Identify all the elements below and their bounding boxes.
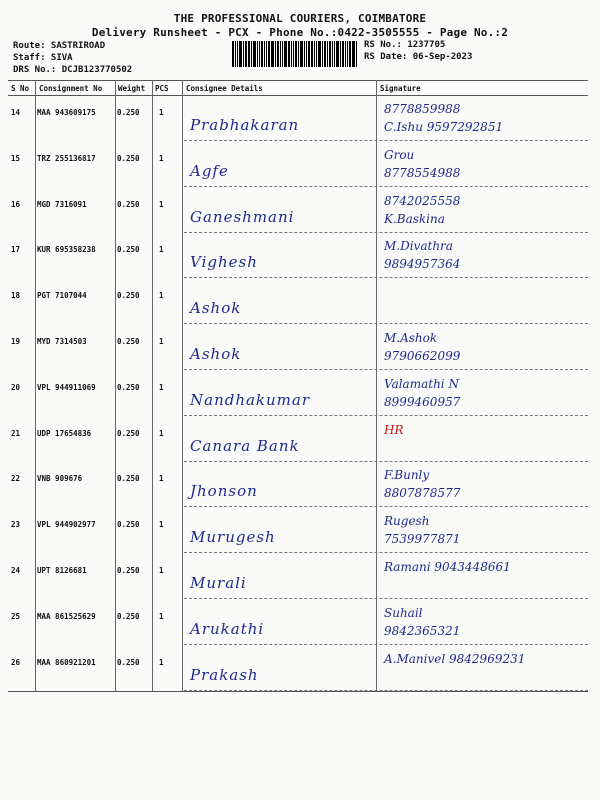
signature-line-2: C.Ishu 9597292851 bbox=[384, 120, 504, 134]
weight-value: 0.250 bbox=[117, 108, 140, 117]
signature-line-1: 8778859988 bbox=[384, 102, 461, 116]
signature-line-1: HR bbox=[384, 422, 404, 437]
row-sno: 22 bbox=[11, 474, 21, 484]
signature-line-1: Rugesh bbox=[384, 514, 430, 529]
column-header-weight: Weight bbox=[118, 84, 146, 93]
consignee-name: Arukathi bbox=[190, 619, 265, 638]
pcs-value: 1 bbox=[159, 108, 164, 117]
table-row bbox=[8, 508, 588, 554]
pcs-value: 1 bbox=[159, 474, 164, 484]
consignee-name: Ganeshmani bbox=[190, 207, 295, 226]
row-sno: 21 bbox=[11, 428, 21, 438]
consignee-name: Canara Bank bbox=[190, 436, 300, 455]
consignment-number: VPL 944902977 bbox=[37, 520, 96, 530]
consignment-number: MAA 860921201 bbox=[37, 657, 96, 667]
consignment-number: MAA 943609175 bbox=[37, 108, 96, 117]
pcs-value: 1 bbox=[159, 199, 164, 209]
weight-value: 0.250 bbox=[117, 520, 140, 530]
column-header-sno: S No bbox=[11, 84, 30, 93]
row-sno: 18 bbox=[11, 291, 21, 301]
weight-value: 0.250 bbox=[117, 382, 140, 392]
pcs-value: 1 bbox=[159, 611, 164, 621]
company-title: THE PROFESSIONAL COURIERS, COIMBATORE bbox=[173, 12, 427, 25]
signature-line-1: M.Divathra bbox=[384, 239, 453, 254]
table-row bbox=[8, 600, 588, 646]
table-row bbox=[8, 646, 588, 692]
weight-value: 0.250 bbox=[117, 474, 140, 484]
table-row bbox=[8, 96, 588, 142]
weight-value: 0.250 bbox=[117, 428, 140, 438]
row-sno: 15 bbox=[11, 153, 21, 163]
pcs-value: 1 bbox=[159, 428, 164, 438]
signature-line-2: 9842365321 bbox=[384, 623, 461, 638]
barcode bbox=[232, 41, 358, 67]
consignment-number: VNB 909676 bbox=[37, 474, 83, 484]
weight-value: 0.250 bbox=[117, 245, 140, 255]
signature-line-2: 7539977871 bbox=[384, 532, 461, 547]
table-row bbox=[8, 554, 588, 600]
signature-line-1: Grou bbox=[384, 147, 415, 162]
weight-value: 0.250 bbox=[117, 199, 140, 209]
staff-label: Staff: SIVA bbox=[13, 53, 73, 63]
drs-number: DRS No.: DCJB123770502 bbox=[13, 65, 133, 75]
consignee-name: Vighesh bbox=[190, 253, 258, 272]
signature-line-1: Valamathi N bbox=[384, 376, 459, 391]
consignee-name: Ashok bbox=[190, 345, 242, 363]
consignment-number: TRZ 255136817 bbox=[37, 153, 96, 163]
signature-line-2: 9894957364 bbox=[384, 257, 461, 272]
consignee-name: Murugesh bbox=[190, 528, 276, 547]
runsheet-subtitle: Delivery Runsheet - PCX - Phone No.:0422-3505555 - Page No.:2 bbox=[91, 26, 509, 39]
consignee-name: Agfe bbox=[190, 161, 229, 180]
row-sno: 23 bbox=[11, 520, 21, 530]
row-sno: 24 bbox=[11, 566, 21, 575]
signature-line-2: 8807878577 bbox=[384, 486, 461, 501]
weight-value: 0.250 bbox=[117, 337, 140, 346]
rs-number: RS No.: 1237705 bbox=[364, 40, 446, 50]
row-sno: 19 bbox=[11, 337, 21, 346]
column-header-pcs: PCS bbox=[155, 84, 169, 93]
signature-line-1: F.Bunly bbox=[384, 468, 430, 483]
row-sno: 14 bbox=[11, 108, 21, 117]
consignee-name: Nandhakumar bbox=[190, 390, 311, 409]
consignment-number: MAA 861525629 bbox=[37, 611, 96, 621]
row-separator bbox=[184, 690, 588, 691]
weight-value: 0.250 bbox=[117, 153, 140, 163]
row-sno: 17 bbox=[11, 245, 21, 255]
column-header-consignee: Consignee Details bbox=[186, 84, 263, 93]
rs-date: RS Date: 06-Sep-2023 bbox=[364, 52, 473, 62]
consignee-name: Jhonson bbox=[190, 482, 258, 501]
table-row bbox=[8, 233, 588, 279]
signature-line-2: 8999460957 bbox=[384, 394, 461, 409]
consignment-number: KUR 695358238 bbox=[37, 245, 96, 255]
row-sno: 26 bbox=[11, 657, 21, 667]
row-sno: 25 bbox=[11, 611, 21, 621]
table-row bbox=[8, 142, 588, 188]
pcs-value: 1 bbox=[159, 245, 164, 255]
consignee-name: Prabhakaran bbox=[190, 116, 300, 134]
signature-line-1: Suhail bbox=[384, 605, 423, 620]
pcs-value: 1 bbox=[159, 153, 164, 163]
pcs-value: 1 bbox=[159, 291, 164, 301]
signature-line-1: Ramani 9043448661 bbox=[384, 560, 511, 574]
consignment-number: MYD 7314503 bbox=[37, 337, 87, 346]
signature-line-1: A.Manivel 9842969231 bbox=[384, 651, 526, 666]
signature-line-2: K.Baskina bbox=[384, 211, 445, 226]
consignment-number: MGD 7316091 bbox=[37, 199, 87, 209]
column-header-signature: Signature bbox=[380, 84, 421, 93]
table-row bbox=[8, 279, 588, 325]
weight-value: 0.250 bbox=[117, 611, 140, 621]
table-row bbox=[8, 462, 588, 508]
table-top-rule bbox=[8, 80, 588, 81]
row-sno: 20 bbox=[11, 382, 21, 392]
signature-line-1: M.Ashok bbox=[384, 331, 438, 345]
column-header-consignment: Consignment No bbox=[39, 84, 103, 93]
table-row bbox=[8, 325, 588, 371]
route-label: Route: SASTRIROAD bbox=[13, 41, 106, 51]
signature-line-1: 8742025558 bbox=[384, 193, 461, 208]
consignee-name: Prakash bbox=[190, 665, 259, 684]
signature-line-2: 8778554988 bbox=[384, 165, 461, 180]
pcs-value: 1 bbox=[159, 382, 164, 392]
consignee-name: Ashok bbox=[190, 299, 242, 318]
table-row bbox=[8, 188, 588, 234]
weight-value: 0.250 bbox=[117, 291, 140, 301]
consignment-number: UPT 8126681 bbox=[37, 566, 87, 575]
weight-value: 0.250 bbox=[117, 657, 140, 667]
pcs-value: 1 bbox=[159, 566, 164, 575]
signature-line-2: 9790662099 bbox=[384, 349, 461, 363]
consignee-name: Murali bbox=[190, 574, 247, 592]
pcs-value: 1 bbox=[159, 657, 164, 667]
consignment-number: UDP 17654836 bbox=[37, 428, 92, 438]
consignment-number: PGT 7107044 bbox=[37, 291, 87, 301]
row-sno: 16 bbox=[11, 199, 21, 209]
table-row bbox=[8, 417, 588, 463]
consignment-number: VPL 944911069 bbox=[37, 382, 96, 392]
pcs-value: 1 bbox=[159, 337, 164, 346]
weight-value: 0.250 bbox=[117, 566, 140, 575]
pcs-value: 1 bbox=[159, 520, 164, 530]
table-row bbox=[8, 371, 588, 417]
